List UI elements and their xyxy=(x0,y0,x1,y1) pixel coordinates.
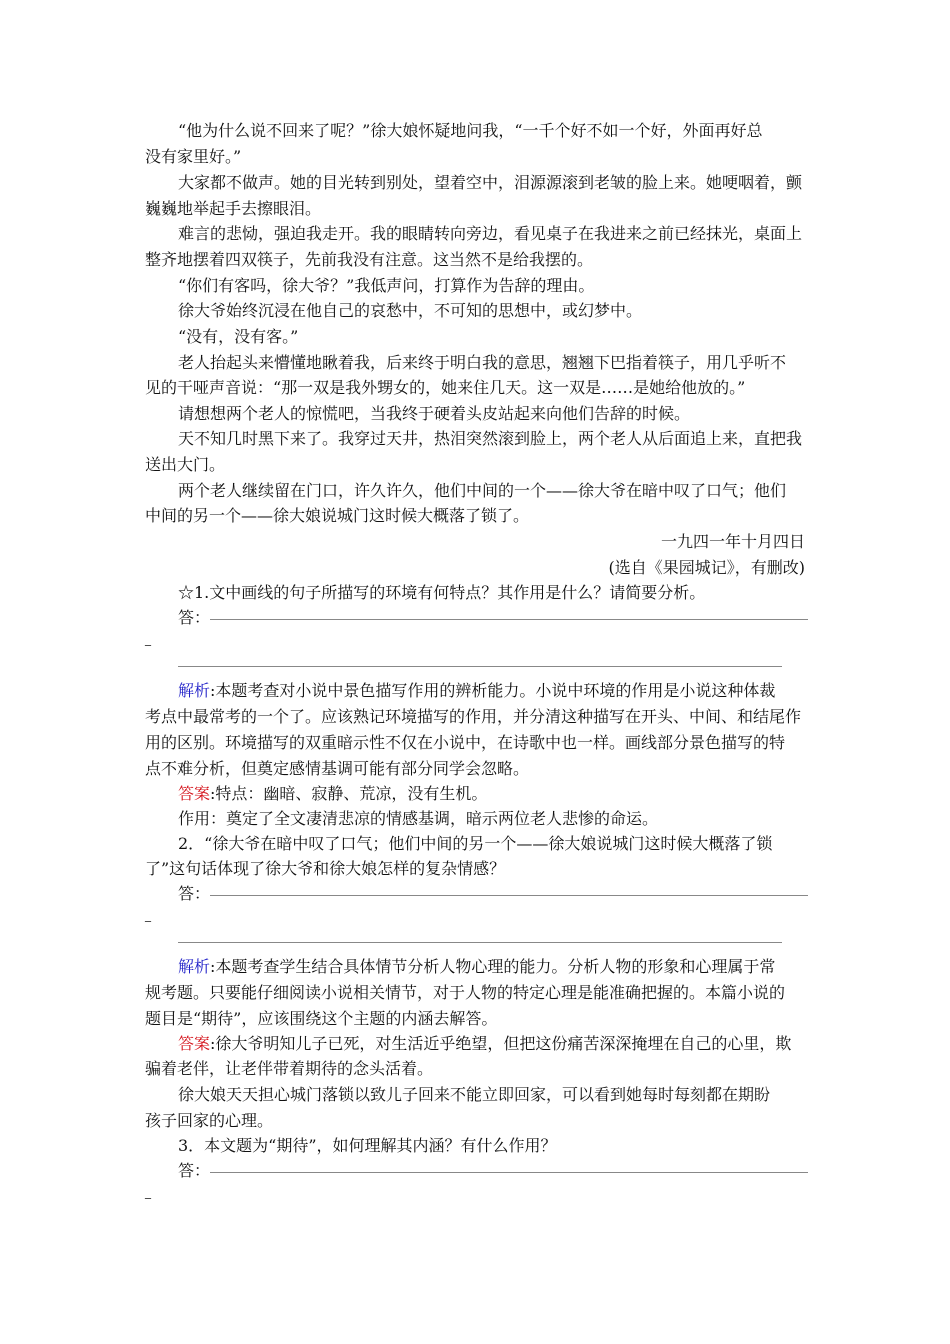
answer-blank-dash: _ xyxy=(145,632,151,646)
answer-blank-line[interactable] xyxy=(210,619,808,620)
story-text: “你们有客吗，徐大爷？”我低声问，打算作为告辞的理由。 xyxy=(178,276,595,295)
answer-label: 答： xyxy=(178,884,211,903)
story-text: “他为什么说不回来了呢？”徐大娘怀疑地问我，“一千个好不如一个好，外面再好总 xyxy=(178,121,763,140)
answer-label: 答： xyxy=(178,608,211,627)
question-prompt: ☆1.文中画线的句子所描写的环境有何特点？其作用是什么？请简要分析。 xyxy=(178,583,706,602)
story-text: 两个老人继续留在门口，许久许久，他们中间的一个——徐大爷在暗中叹了口气；他们 xyxy=(178,481,787,500)
story-text: 送出大门。 xyxy=(145,455,226,474)
analysis-text: 题目是“期待”，应该围绕这个主题的内涵去解答。 xyxy=(145,1009,498,1028)
analysis-text: 解析:本题考查对小说中景色描写作用的辨析能力。小说中环境的作用是小说这种体裁 xyxy=(178,681,776,700)
analysis-text: 规考题。只要能仔细阅读小说相关情节，对于人物的特定心理是能准确把握的。本篇小说的 xyxy=(145,983,786,1002)
story-text: 天不知几时黑下来了。我穿过天井，热泪突然滚到脸上，两个老人从后面追上来，直把我 xyxy=(178,429,803,448)
story-date: 一九四一年十月四日 xyxy=(660,532,805,551)
story-text: 徐大爷始终沉浸在他自己的哀愁中，不可知的思想中，或幻梦中。 xyxy=(178,301,643,320)
analysis-text: 解析:本题考查学生结合具体情节分析人物心理的能力。分析人物的形象和心理属于常 xyxy=(178,957,776,976)
story-text: 大家都不做声。她的目光转到别处，望着空中，泪源源滚到老皱的脸上来。她哽咽着，颤 xyxy=(178,173,803,192)
story-text: 请想想两个老人的惊慌吧，当我终于硬着头皮站起来向他们告辞的时候。 xyxy=(178,404,691,423)
story-text: 巍巍地举起手去擦眼泪。 xyxy=(145,199,322,218)
answer-label: 答： xyxy=(178,1161,211,1180)
answer-blank-dash: _ xyxy=(145,908,151,922)
story-text: 没有家里好。” xyxy=(145,147,242,166)
answer-key-label: 答案 xyxy=(178,784,211,803)
story-text: 难言的悲恸，强迫我走开。我的眼睛转向旁边，看见桌子在我进来之前已经抹光，桌面上 xyxy=(178,224,803,243)
story-text: 整齐地摆着四双筷子，先前我没有注意。这当然不是给我摆的。 xyxy=(145,250,594,269)
answer-blank-line[interactable] xyxy=(210,895,808,896)
analysis-label: 解析 xyxy=(178,681,211,700)
answer-key: 骗着老伴，让老伴带着期待的念头活着。 xyxy=(145,1059,434,1078)
answer-key: 徐大娘天天担心城门落锁以致儿子回来不能立即回家，可以看到她每时每刻都在期盼 xyxy=(178,1085,771,1104)
answer-blank-line[interactable] xyxy=(178,666,782,667)
answer-blank-line[interactable] xyxy=(178,942,782,943)
story-text: 中间的另一个——徐大娘说城门这时候大概落了锁了。 xyxy=(145,506,530,525)
story-text: 老人抬起头来懵懂地瞅着我，后来终于明白我的意思，翘翘下巴指着筷子，用几乎听不 xyxy=(178,353,787,372)
answer-blank-dash: _ xyxy=(145,1185,151,1199)
story-text: “没有，没有客。” xyxy=(178,327,299,346)
answer-key: 答案:徐大爷明知儿子已死，对生活近乎绝望，但把这份痛苦深深掩埋在自己的心里，欺 xyxy=(178,1034,792,1053)
question-prompt: 3．本文题为“期待”，如何理解其内涵？有什么作用？ xyxy=(178,1136,557,1155)
answer-key: 作用：奠定了全文凄清悲凉的情感基调，暗示两位老人悲惨的命运。 xyxy=(178,809,659,828)
analysis-text: 点不难分析，但奠定感情基调可能有部分同学会忽略。 xyxy=(145,759,530,778)
answer-key-label: 答案 xyxy=(178,1034,211,1053)
question-prompt: 了”这句话体现了徐大爷和徐大娘怎样的复杂情感？ xyxy=(145,859,506,878)
analysis-label: 解析 xyxy=(178,957,211,976)
analysis-text: 用的区别。环境描写的双重暗示性不仅在小说中，在诗歌中也一样。画线部分景色描写的特 xyxy=(145,733,786,752)
story-source: (选自《果园城记》，有删改) xyxy=(608,558,805,577)
story-text: 见的干哑声音说：“那一双是我外甥女的，她来住几天。这一双是……是她给他放的。” xyxy=(145,378,746,397)
answer-key: 孩子回家的心理。 xyxy=(145,1111,274,1130)
answer-blank-line[interactable] xyxy=(210,1172,808,1173)
answer-key: 答案:特点：幽暗、寂静、荒凉，没有生机。 xyxy=(178,784,488,803)
analysis-text: 考点中最常考的一个了。应该熟记环境描写的作用，并分清这种描写在开头、中间、和结尾作 xyxy=(145,707,802,726)
question-prompt: 2．“徐大爷在暗中叹了口气；他们中间的另一个——徐大娘说城门这时候大概落了锁 xyxy=(178,834,773,853)
